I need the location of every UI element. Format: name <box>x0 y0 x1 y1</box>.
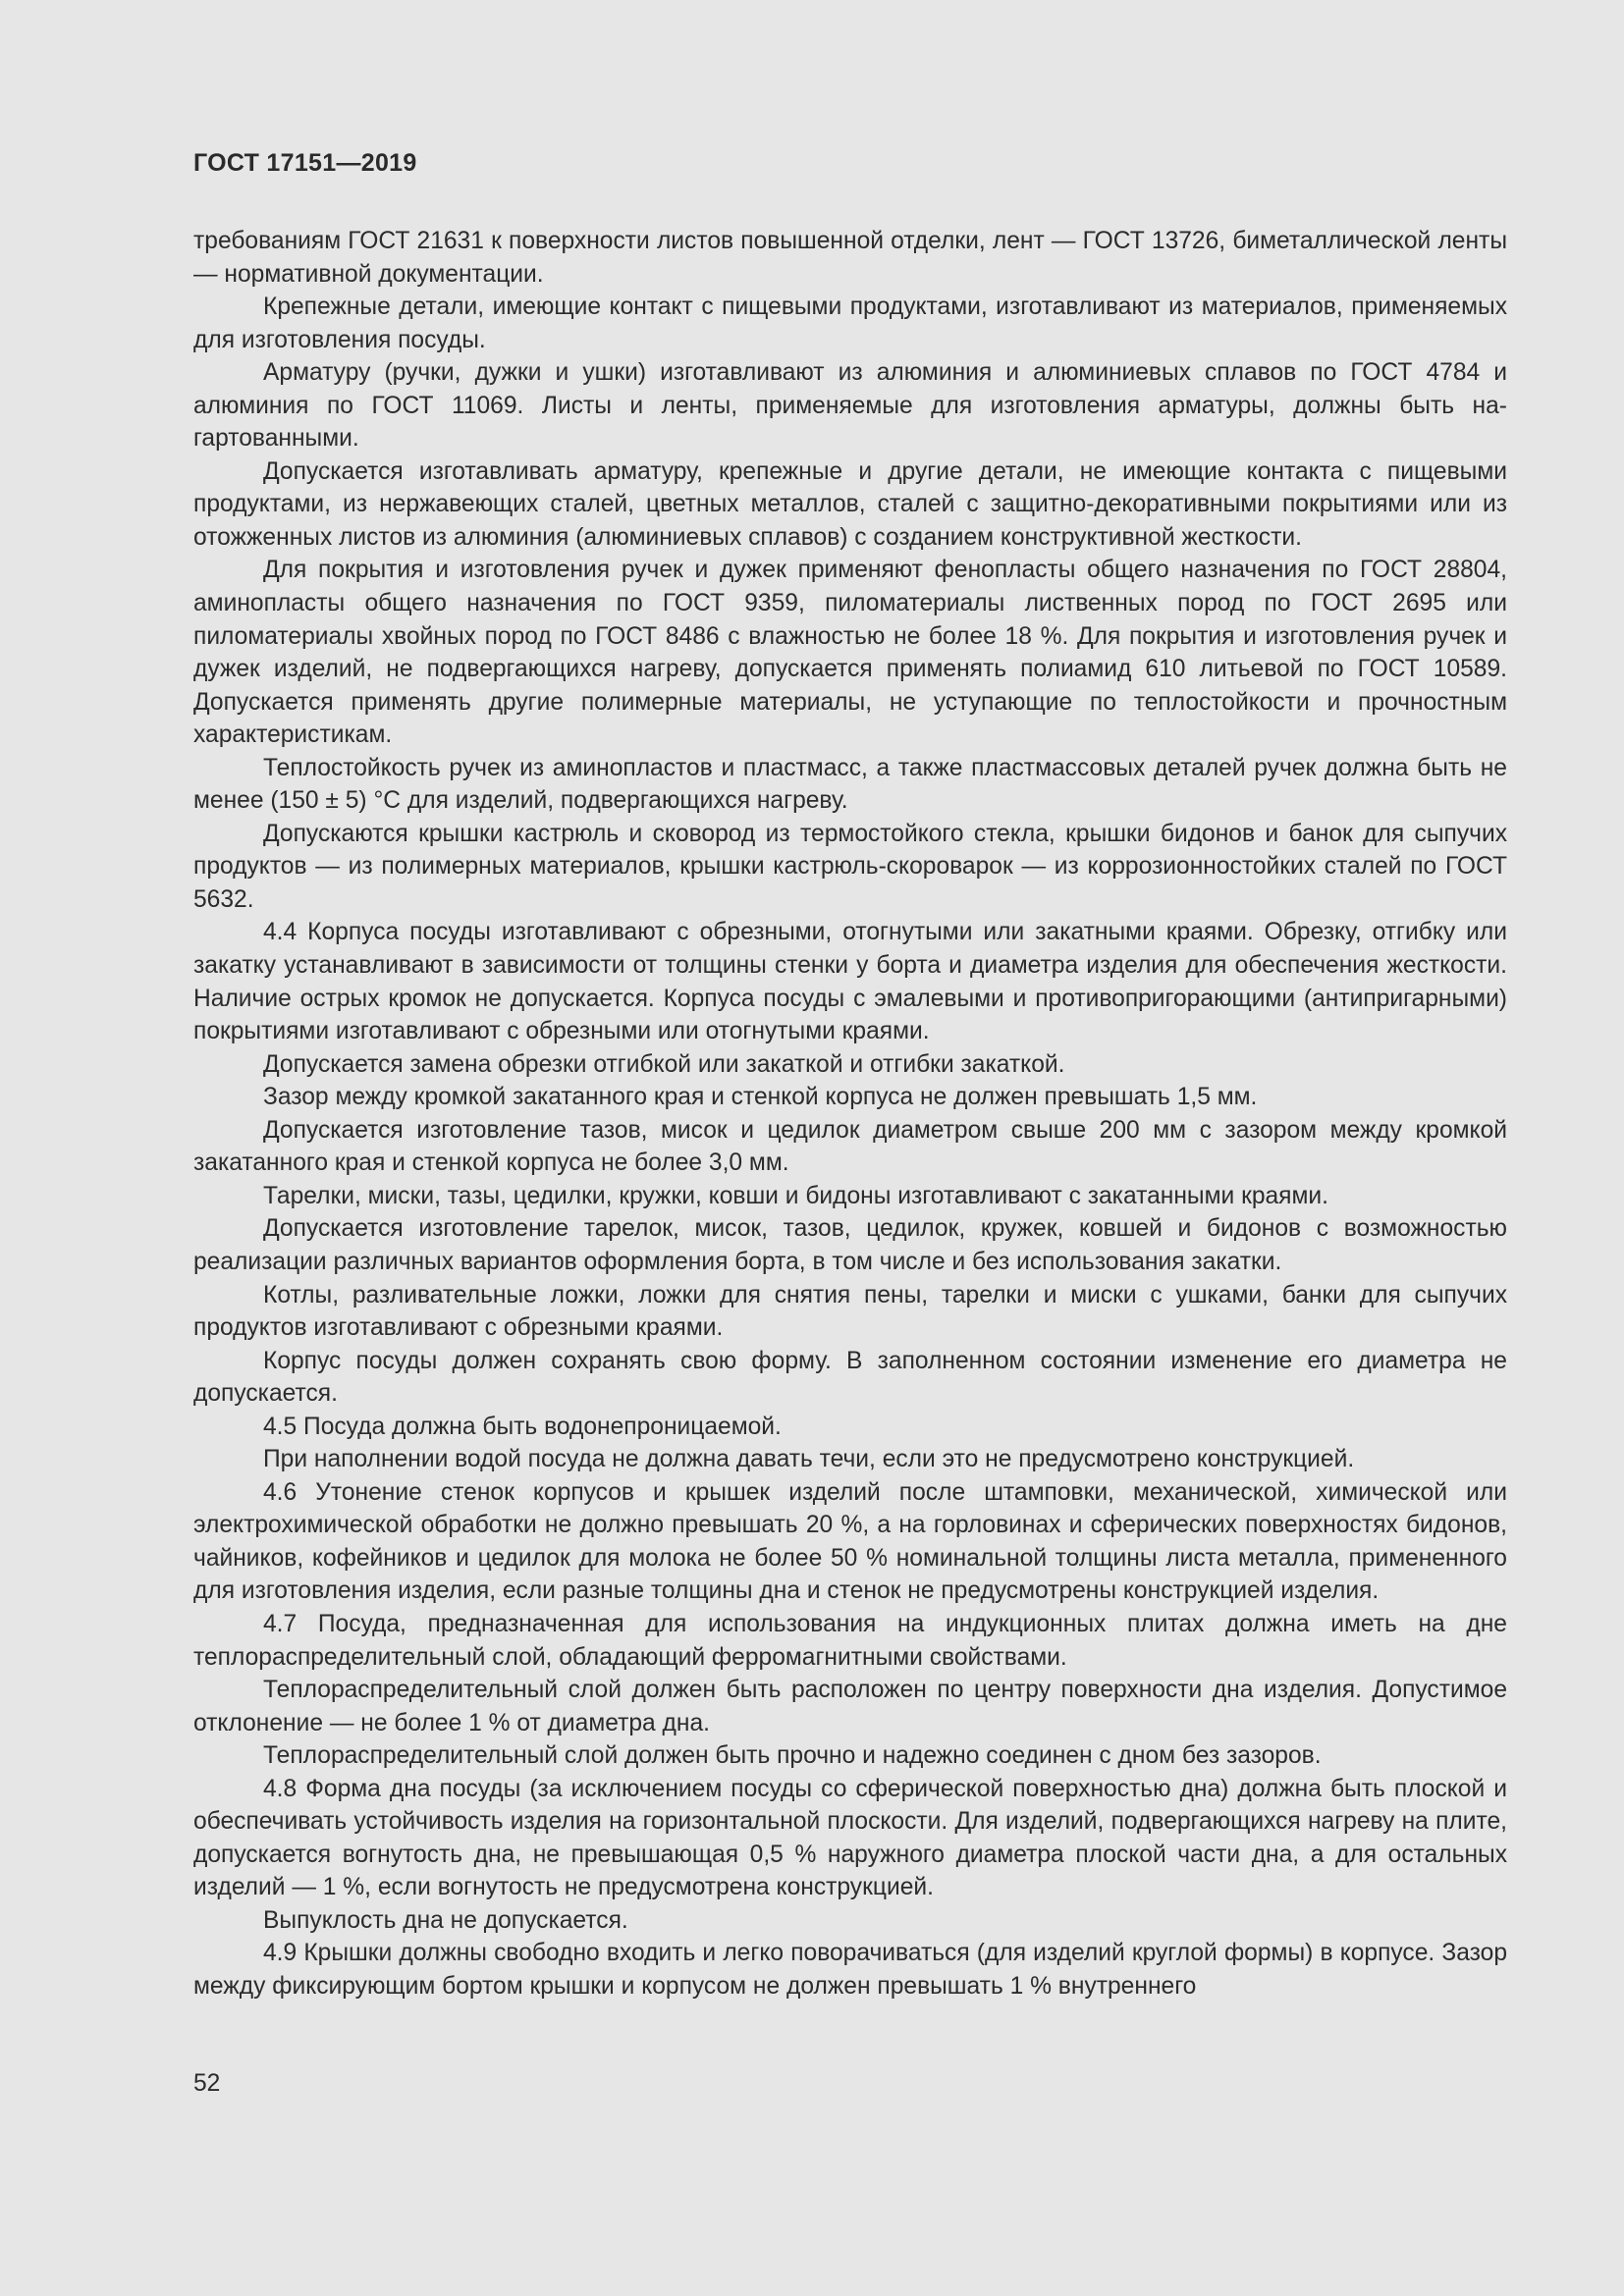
paragraph: Зазор между кромкой закатанного края и стенкой корпуса не должен превышать 1,5 мм. <box>263 1084 1258 1111</box>
section-4-9: 4.9 Крышки должны свободно входить и легко поворачиваться (для изделий круглой формы) в корпусе. Зазор между фиксирующим бортом крышки и корпусом не должен превышать 1 % внутреннего <box>193 1940 1507 2000</box>
paragraph: Теплостойкость ручек из аминопластов и пластмасс, а также пластмассовых деталей ручек должна быть не менее (150 ± 5) °С для изделий, подвергающихся нагреву. <box>193 754 1507 815</box>
section-4-8: 4.8 Форма дна посуды (за исключением посуды со сферической поверхностью дна) должна быть плоской и обеспечивать устойчивость изделия на горизонтальной плоскости. Для изделий, подвергающихся нагреву на плите, допускается вогнутость дна, не превышающая 0,5 % наружного диаметра плоской части дна, а для остальных изделий — 1 %, если вогнутость не предусмотрена конструкцией. <box>193 1775 1507 1901</box>
paragraph: При наполнении водой посуда не должна давать течи, если это не предусмотрено конструкцией. <box>263 1446 1355 1473</box>
paragraph: Тарелки, миски, тазы, цедилки, кружки, ковши и бидоны изготавливают с закатанными краями. <box>263 1182 1328 1209</box>
paragraph: Крепежные детали, имеющие контакт с пищевыми продуктами, изготавливают из материалов, применяемых для изготовления посуды. <box>193 294 1507 353</box>
paragraph: Корпус посуды должен сохранять свою форму. В заполненном состоянии изменение его диаметра не допускается. <box>193 1347 1507 1408</box>
paragraph: Теплораспределительный слой должен быть расположен по центру поверхности дна изделия. Допустимое отклонение — не более 1 % от диаметра дна. <box>193 1677 1507 1736</box>
paragraph: Допускается изготовление тазов, мисок и цедилок диаметром свыше 200 мм с зазором между кромкой закатанного края и стенкой корпуса не более 3,0 мм. <box>193 1116 1507 1177</box>
paragraph: Для покрытия и изготовления ручек и дужек применяют фенопласты общего назначения по ГОСТ 28804, аминопласты общего назначения по ГОСТ 9359, пиломатериалы лиственных пород по ГОСТ 2695 или пиломатериалы хвойных пород по ГОСТ 8486 с влажностью не более 18 %. Для покрытия и изготовления ручек и дужек изделий, не подвергающихся нагреву, допускается применять полиамид 610 литьевой по ГОСТ 10589. Допускается применять другие полимерные материалы, не уступающие по теплостойкости и прочностным характеристикам. <box>193 557 1507 749</box>
section-4-6: 4.6 Утонение стенок корпусов и крышек изделий после штамповки, механической, химической или электрохимической обработки не должно превышать 20 %, а на горловинах и сферических поверхностях бидонов, чайников, кофейников и цедилок для молока не более 50 % номинальной толщины листа металла, примененного для изготовления изделия, если разные толщины дна и стенок не предусмотрены конструкцией изделия. <box>193 1478 1507 1605</box>
paragraph: требованиям ГОСТ 21631 к поверхности листов повышенной отделки, лент — ГОСТ 13726, биметаллической ленты — нормативной документации. <box>193 228 1507 288</box>
paragraph: Арматуру (ручки, дужки и ушки) изготавливают из алюминия и алюминиевых сплавов по ГОСТ 4784 и алюминия по ГОСТ 11069. Листы и ленты, применяемые для изготовления арматуры, должны быть нагартованными. <box>193 359 1507 453</box>
page-number: 52 <box>193 2070 221 2097</box>
paragraph: Выпуклость дна не допускается. <box>263 1906 628 1934</box>
paragraph: Котлы, разливательные ложки, ложки для снятия пены, тарелки и миски с ушками, банки для сыпучих продуктов изготавливают с обрезными краями. <box>193 1281 1507 1342</box>
document-header: ГОСТ 17151—2019 <box>193 149 417 177</box>
paragraph: Допускается изготовление тарелок, мисок, тазов, цедилок, кружек, ковшей и бидонов с возможностью реализации различных вариантов оформления борта, в том числе и без использования закатки. <box>193 1215 1507 1275</box>
paragraph: Допускается изготавливать арматуру, крепежные и другие детали, не имеющие контакта с пищевыми продуктами, из нержавеющих сталей, цветных металлов, сталей с защитно-декоративными покрытиями или из отожженных листов из алюминия (алюминиевых сплавов) с созданием конструктивной жесткости. <box>193 457 1507 551</box>
paragraph: Допускаются крышки кастрюль и сковород из термостойкого стекла, крышки бидонов и банок для сыпучих продуктов — из полимерных материалов, крышки кастрюль-скороварок — из коррозионностойких сталей по ГОСТ 5632. <box>193 820 1507 913</box>
section-4-4: 4.4 Корпуса посуды изготавливают с обрезными, отогнутыми или закатными краями. Обрезку, отгибку или закатку устанавливают в зависимости от толщины стенки у борта и диаметра изделия для обеспечения жесткости. Наличие острых кромок не допускается. Корпуса посуды с эмалевыми и противопригорающими (антипригарными) покрытиями изготавливают с обрезными или отогнутыми краями. <box>193 919 1507 1045</box>
section-4-5: 4.5 Посуда должна быть водонепроницаемой. <box>263 1413 782 1440</box>
document-body <box>193 225 1507 2003</box>
paragraph: Допускается замена обрезки отгибкой или закаткой и отгибки закаткой. <box>263 1050 1065 1078</box>
section-4-7: 4.7 Посуда, предназначенная для использования на индукционных плитах должна иметь на дне теплораспределительный слой, обладающий ферромагнитными свойствами. <box>193 1610 1507 1671</box>
paragraph: Теплораспределительный слой должен быть прочно и надежно соединен с дном без зазоров. <box>263 1742 1322 1770</box>
